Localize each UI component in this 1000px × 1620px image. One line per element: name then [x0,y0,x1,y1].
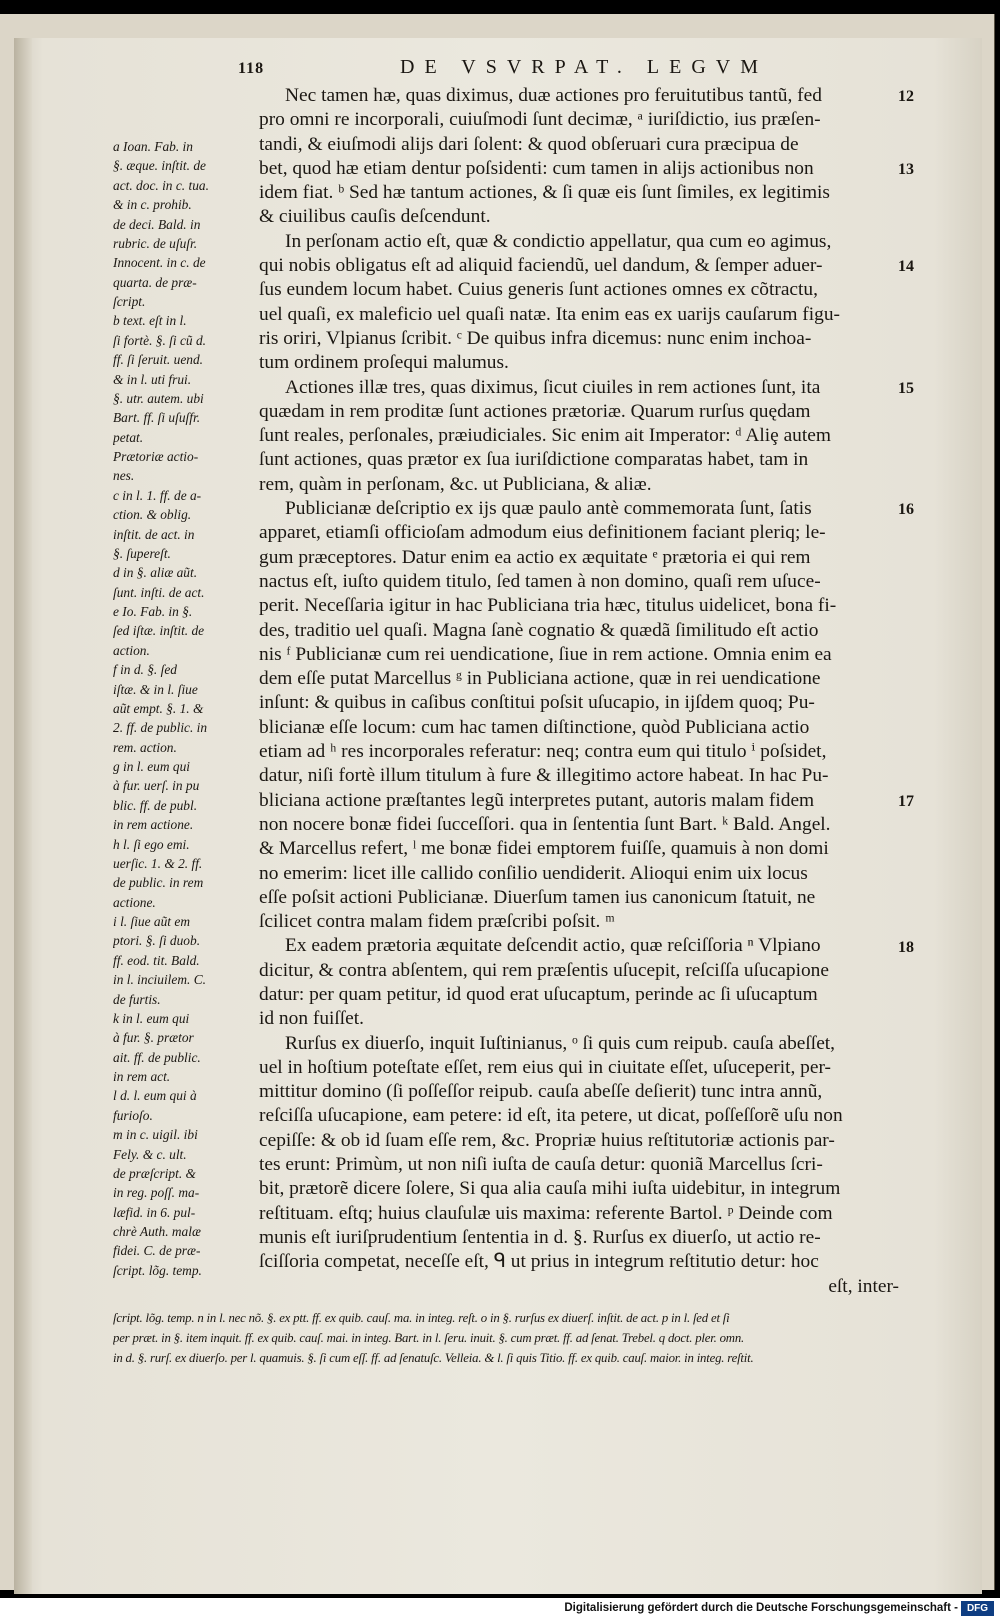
margin-note-line: Fely. & c. ult. [113,1146,187,1162]
body-line: no emerim: licet ille callido conſilio uendiderit. Alioqui enim uix locus [259,862,808,884]
footnotes [113,1308,903,1368]
body-line: qui nobis obligatus eſt ad aliquid faciendũ, uel dandum, & ſemper aduer- [259,255,823,277]
margin-note-line: rem. action. [113,739,177,755]
margin-note-line: ction. & oblig. [113,507,192,523]
margin-note-line: g in l. eum qui [113,759,190,774]
body-line: eſt, inter- [828,1275,899,1297]
margin-note-line: de præſcript. & [113,1165,196,1181]
margin-note-line: de public. in rem [113,875,204,891]
margin-note-line: & in c. prohib. [113,197,192,213]
margin-note-line: in rem actione. [113,817,194,833]
body-line: In perſonam actio eſt, quæ & condictio appellatur, qua cum eo agimus, [285,230,832,252]
body-line: quædam in rem proditæ ſunt actiones prætoriæ. Quarum rurſus quędam [259,400,811,422]
margin-note-line: §. ſupereſt. [113,545,171,561]
margin-note-line: a Ioan. Fab. in [113,139,193,154]
body-line: Nec tamen hæ, quas diximus, duæ actiones pro feruitutibus tantũ, fed [285,85,822,106]
body-line: etiam ad ʰ res incorporales referatur: neq; contra eum qui titulo ⁱ poſsidet, [259,741,827,763]
body-line: ſciſſoria competat, neceſſe eſt, ᑫ ut prius in integrum reſtitutio detur: hoc [259,1251,819,1273]
body-line: inſunt: & quibus in caſibus conſtitui poſsit uſucapio, in ijſdem quoq; Pu- [259,692,815,714]
margin-note-line: ff. eod. tit. Bald. [113,952,200,968]
body-line: tum ordinem proſequi malumus. [259,352,509,374]
margin-note-line: §. æque. inſtit. de [113,158,206,174]
margin-note-line: ſcript. lõg. temp. [113,1262,202,1278]
margin-note-line: petat. [113,429,144,445]
body-line: Rurſus ex diuerſo, inquit Iuſtinianus, ᵒ ſi quis cum reipub. cauſa abeſſet, [285,1032,836,1054]
body-line: & ciuilibus cauſis deſcendunt. [259,206,491,228]
margin-note-line: h l. ſi ego emi. [113,836,190,852]
page-number: 118 [238,60,265,77]
running-head: DE VSVRPAT. LEGVM [400,56,768,78]
margin-note-line: e Io. Fab. in §. [113,604,193,619]
margin-note-line: in reg. poſſ. ma- [113,1185,200,1201]
margin-note-line: Prætoriæ actio- [113,449,199,464]
section-number: 17 [898,792,914,810]
body-line: idem fiat. ᵇ Sed hæ tantum actiones, & ſi quæ eis ſunt ſimiles, ex legitimis [259,182,830,204]
margin-note-line: f in d. §. ſed [113,662,177,678]
margin-note-line: l d. l. eum qui à [113,1088,197,1104]
margin-note-line: ptori. §. ſi duob. [113,933,201,949]
body-line: gum præceptores. Datur enim ea actio ex æquitate ᵉ prætoria ei qui rem [259,546,811,568]
margin-note-line: Bart. ff. ſi uſuſfr. [113,410,201,426]
page-gutter [14,38,32,1594]
body-line: reſciſſa uſucapione, eam petere: id eſt, ita petere, ut dicat, poſſeſſorẽ uſu non [259,1105,843,1127]
margin-note-line: blic. ff. de publ. [113,797,198,813]
margin-note-line: inſtit. de act. in [113,526,195,542]
margin-note-line: fidei. C. de præ- [113,1243,201,1259]
margin-notes [113,137,245,1280]
margin-note-line: & in l. uti frui. [113,371,192,387]
footnote-line: per præt. in §. item inquit. ff. ex quib. cauſ. mai. in integ. Bart. in l. ſeru. inuit. §. cum præt. ff. ad ſenat. Trebel. q doct. pler. omn. [113,1331,745,1345]
body-line: Actiones illæ tres, quas diximus, ſicut ciuiles in rem actiones ſunt, ita [285,376,821,398]
body-line: Ex eadem prætoria æquitate deſcendit actio, quæ reſciſſoria ⁿ Vlpiano [285,935,821,957]
margin-note-line: ſi fortè. §. ſi cũ d. [113,332,206,348]
body-line: Publicianæ deſcriptio ex ijs quæ paulo antè commemorata ſunt, ſatis [285,498,812,520]
margin-note-line: quarta. de præ- [113,274,197,290]
body-line: blicianæ eſſe locum: cum hac tamen diſtinctione, quòd Publiciana actio [259,716,810,738]
body-line: munis eſt iuriſprudentium ſententia in d. §. Rurſus ex diuerſo, ut actio re- [259,1226,821,1248]
body-line: cepiſſe: & ob id ſuam eſſe rem, &c. Propriæ huius reſtitutoriæ actionis par- [259,1129,835,1151]
margin-note-line: aũt empt. §. 1. & [113,700,204,716]
funding-credit: Digitalisierung gefördert durch die Deutsche Forschungsgemeinschaft - [564,1602,958,1614]
section-number: 15 [898,379,914,397]
margin-note-line: c in l. 1. ff. de a- [113,487,202,503]
margin-note-line: act. doc. in c. tua. [113,177,209,193]
section-number: 16 [898,501,914,519]
body-line: nactus eſt, iuſto quidem titulo, ſed tamen à non domino, quaſi rem uſuce- [259,570,821,592]
margin-note-line: à fur. uerſ. in pu [113,778,200,794]
margin-note-line: d in §. aliæ aũt. [113,565,198,581]
margin-note-line: de furtis. [113,991,161,1007]
margin-note-line: ſed iſtæ. inſtit. de [113,623,205,639]
footnote-line: ſcript. lõg. temp. n in l. nec nõ. §. ex ptt. ff. ex quib. cauſ. ma. in integ. reſt. o in §. rurſus ex diuerſ. inſtit. de act. p in l. ſed et ſi [113,1311,730,1325]
margin-note-line: action. [113,642,150,658]
body-line: uel quaſi, ex maleficio uel quaſi natæ. Ita enim eas ex uarijs cauſarum figu- [259,303,840,325]
body-line: ris oriri, Vlpianus ſcribit. ᶜ De quibus infra dicemus: nunc enim inchoa- [259,327,812,349]
body-line: apparet, etiamſi officioſam admodum eius definitionem faciant pleriq; le- [259,522,826,544]
body-line: tes erunt: Primùm, ut non niſi iuſta de cauſa detur: quoniã Marcellus ſcri- [259,1154,823,1176]
margin-note-line: ff. ſi ſeruit. uend. [113,352,204,368]
margin-note-line: ſcript. [113,294,146,309]
body-line: perit. Neceſſaria igitur in hac Publiciana tria hæc, titulus uidelicet, bona fi- [259,595,837,617]
body-line: dem eſſe putat Marcellus ᵍ in Publiciana actione, quæ in rei uendicatione [259,668,821,690]
body-line: nis ᶠ Publicianæ cum rei uendicatione, ſiue in rem actione. Omnia enim ea [259,643,832,665]
margin-note-line: Innocent. in c. de [113,255,206,271]
section-number: 12 [898,88,914,105]
body-line: non nocere bonæ fidei ſucceſſori. qua in ſententia ſunt Bart. ᵏ Bald. Angel. [259,813,831,835]
margin-note-line: in rem act. [113,1069,171,1084]
margin-note-line: nes. [113,468,135,484]
body-line: ſunt reales, perſonales, præiudiciales. Sic enim ait Imperator: ᵈ Aliȩ autem [259,425,831,447]
section-number: 18 [898,938,914,956]
margin-note-line: læfid. in 6. pul- [113,1204,196,1220]
body-line: tandi, & eiuſmodi alijs dari ſolent: & quod obſeruari cura præcipua de [259,133,799,155]
body-line: rem, quàm in perſonam, &c. ut Publiciana, & aliæ. [259,473,652,495]
margin-note-line: 2. ff. de public. in [113,720,208,736]
margin-note-line: ſunt. inſti. de act. [113,584,205,600]
footer-bar [0,1598,1000,1620]
dfg-logo: DFG [961,1601,994,1616]
body-line: eſſe poſsit actioni Publicianæ. Diuerſum tamen ius canonicum ſtatuit, ne [259,886,816,908]
margin-note-line: iſtæ. & in l. ſiue [113,681,198,697]
margin-note-line: b text. eſt in l. [113,313,187,329]
body-line: bliciana actione præſtantes legũ interpretes putant, autoris malam fidem [259,789,815,811]
body-line: uel in hoſtium poteſtate eſſet, rem eius qui in ciuitate eſſet, uſuceperit, per- [259,1056,831,1078]
body-line: id non fuiſſet. [259,1008,365,1030]
margin-note-line: à fur. §. prætor [113,1030,194,1046]
margin-note-line: rubric. de uſuſr. [113,235,198,251]
body-line: reſtituam. eſtq; huius clauſulæ uis maxima: referente Bartol. ᵖ Deinde com [259,1202,833,1224]
body-line: & Marcellus refert, ˡ me bonæ fidei emptorem fuiſſe, quamuis à non domi [259,838,829,860]
body-line: ſunt actiones, quas prætor ex ſua iuriſdictione comparatas habet, tam in [259,449,809,471]
body-line: datur, niſi fortè illum titulum à fure & illegitimo actore habeat. In hac Pu- [259,765,829,787]
body-line: bet, quod hæ etiam dentur poſsidenti: cum tamen in alijs actionibus non [259,157,814,179]
body-line: ſcilicet contra malam fidem præſcribi poſsit. ᵐ [259,911,615,933]
section-number: 13 [898,160,914,178]
margin-note-line: uerſic. 1. & 2. ff. [113,855,203,871]
margin-note-line: furioſo. [113,1107,153,1123]
body-line: dicitur, & contra abſentem, qui rem præſentis uſucepit, reſciſſa uſucapione [259,959,829,981]
body-line: datur: per quam petitur, id quod erat uſucaptum, perinde ac ſi uſucaptum [259,983,818,1005]
margin-note-line: chrè Auth. malæ [113,1224,201,1239]
section-number: 14 [898,258,914,276]
body-line: ſus eundem locum habet. Cuius generis ſunt actiones omnes ex cõtractu, [259,279,818,301]
margin-note-line: ait. ff. de public. [113,1049,201,1065]
body-line: des, traditio uel quaſi. Magna ſanè cognatio & quædã ſimilitudo eſt actio [259,619,819,641]
margin-note-line: m in c. uigil. ibi [113,1127,198,1143]
body-text [259,84,899,1299]
body-line: bit, prætorẽ dicere ſolere, Si qua alia cauſa mihi iuſta uidebitur, in integrum [259,1178,841,1200]
margin-note-line: actione. [113,894,156,910]
footnote-line: in d. §. rurſ. ex diuerſo. per l. quamuis. §. ſi cum eſſ. ff. ad ſenatuſc. Velleia. & l. ſi quis Titio. ff. ex quib. cauſ. maior. in integ. reſtit. [113,1351,754,1365]
margin-note-line: de deci. Bald. in [113,216,201,232]
body-line: mittitur domino (ſi poſſeſſor reipub. cauſa abeſſe deſierit) tunc intra annũ, [259,1081,823,1103]
body-line: pro omni re incorporali, cuiuſmodi ſunt decimæ, ᵃ iuriſdictio, ius præſen- [259,109,821,131]
margin-note-line: k in l. eum qui [113,1010,190,1026]
margin-note-line: in l. inciuilem. C. [113,972,206,988]
margin-note-line: §. utr. autem. ubi [113,390,204,406]
margin-note-line: i l. ſiue aũt em [113,914,190,929]
